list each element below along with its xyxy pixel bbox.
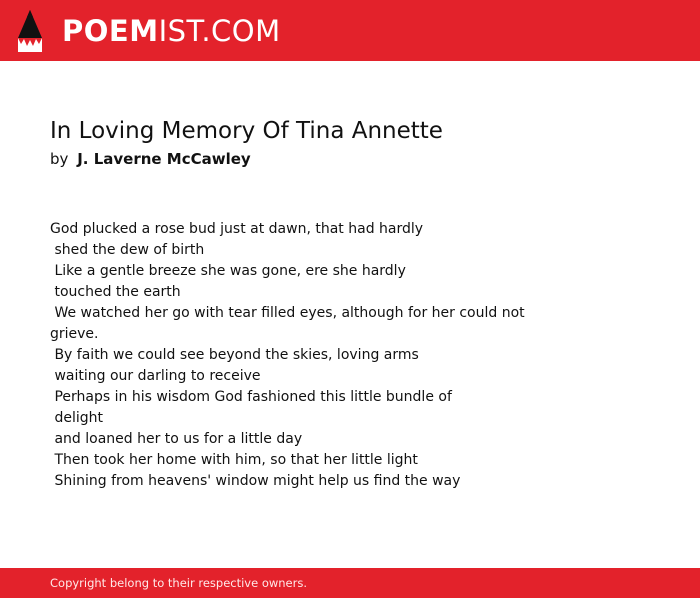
poem-body: God plucked a rose bud just at dawn, that had hardly shed the dew of birth Like a gentle breeze she was gone, ere she hardly touched the earth We watched her go with tear filled eyes, although for her could not grieve. By faith we could see beyond the skies, loving arms waiting our darling to receive Perhaps in his wisdom God fashioned this little bundle of delight and loaned her to us for a little day Then took her home with him, so that her little light Shining from heavens' window might help us find the way xyxy=(50,221,525,489)
author-name: J. Laverne McCawley xyxy=(77,150,251,168)
copyright-text: Copyright belong to their respective owners. xyxy=(50,576,308,590)
by-label: by xyxy=(50,150,69,168)
poem-title: In Loving Memory Of Tina Annette xyxy=(50,118,443,144)
site-header xyxy=(0,0,700,61)
site-footer xyxy=(0,568,700,598)
pencil-icon[interactable] xyxy=(18,10,42,52)
site-logo-text[interactable] xyxy=(62,13,281,49)
brand-bold: POEM xyxy=(62,14,159,48)
byline xyxy=(50,149,251,169)
brand-light: IST.COM xyxy=(158,14,281,48)
